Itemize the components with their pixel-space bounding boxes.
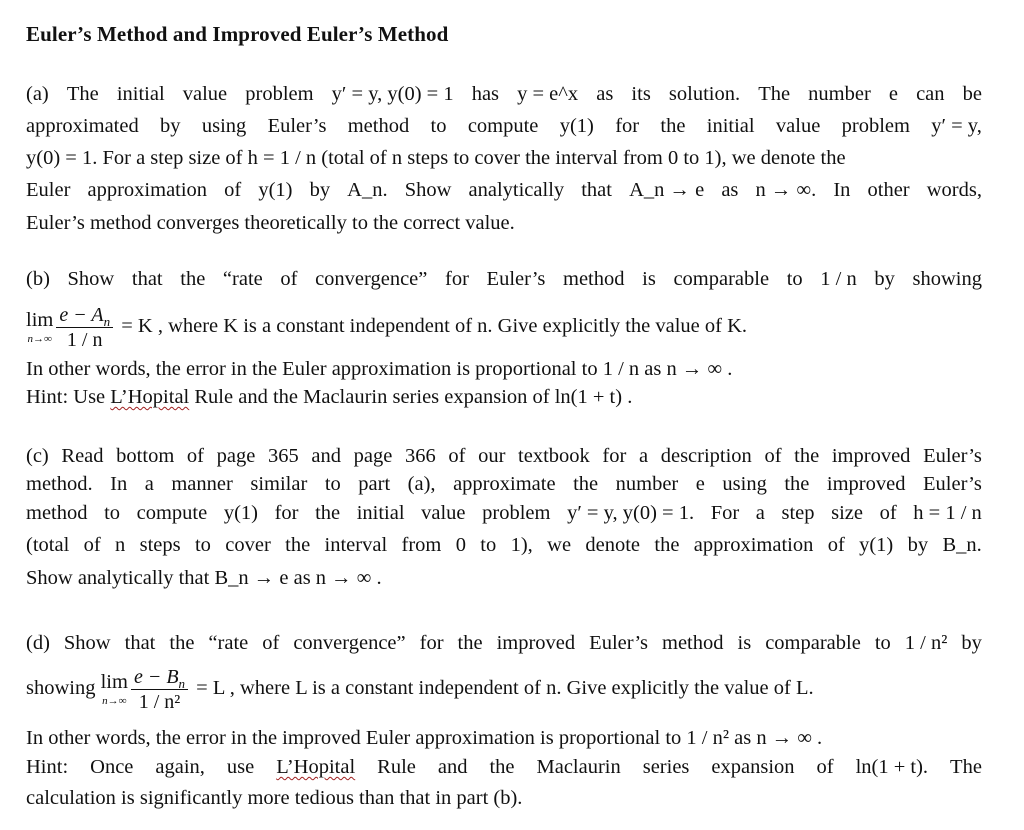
word: (a),: [407, 473, 436, 495]
word: Show: [404, 179, 452, 201]
word: using: [201, 115, 247, 137]
part-a-line-2: [26, 114, 982, 138]
word: 1 / n²: [904, 632, 948, 654]
part-c-line-3: [26, 501, 982, 525]
word: of: [280, 268, 298, 290]
word: description: [660, 445, 752, 467]
word: Euler’s: [923, 445, 982, 467]
word: improved: [831, 445, 911, 467]
word: and: [311, 445, 341, 467]
word: 0: [455, 534, 466, 556]
word: be: [962, 83, 982, 105]
lhopital-word: L’Hopital: [110, 386, 190, 408]
word: comparable: [673, 268, 770, 290]
word: bottom: [116, 445, 175, 467]
part-d-line-3: In other words, the error in the improved Euler approximation is proportional to 1 / n² as n → ∞ .: [26, 727, 823, 749]
word: method: [662, 632, 724, 654]
word: 1 / n: [820, 268, 857, 290]
part-d-line-1: [26, 631, 982, 655]
word: Maclaurin: [536, 756, 621, 778]
word: Euler’s: [267, 115, 327, 137]
word: Euler: [26, 179, 71, 201]
error-fraction-d: [131, 667, 188, 712]
word: that: [131, 268, 163, 290]
word: of: [448, 445, 466, 467]
word: comparable: [765, 632, 861, 654]
numerator-subscript-d: n: [178, 675, 186, 691]
part-a-line-4: [26, 178, 982, 202]
word: the: [180, 268, 206, 290]
word: of: [186, 445, 204, 467]
word: for: [615, 115, 640, 137]
word: Rule: [377, 756, 416, 778]
word: that: [124, 632, 156, 654]
part-b-limit-line: [26, 300, 982, 352]
word: its: [631, 83, 651, 105]
lim-subscript-d: n→∞: [102, 694, 127, 707]
part-d-hint: [26, 755, 982, 779]
word: method: [347, 115, 410, 137]
word: the: [784, 473, 810, 495]
word: improved: [496, 632, 576, 654]
word: value: [182, 83, 228, 105]
part-b-line-3: In other words, the error in the Euler approximation is proportional to 1 / n as n → ∞ .: [26, 358, 733, 380]
word: improved: [826, 473, 906, 495]
word: to: [480, 534, 497, 556]
word: use: [226, 756, 255, 778]
word: words,: [926, 179, 982, 201]
word: 366: [404, 445, 436, 467]
word: by: [160, 115, 181, 137]
word: In: [110, 473, 128, 495]
word: has: [471, 83, 500, 105]
part-b-hint-pre: Hint: Use: [26, 386, 111, 408]
word: value: [421, 502, 466, 524]
word: series: [642, 756, 690, 778]
part-d-limit-line: [26, 662, 982, 714]
word: (total: [26, 534, 70, 556]
word: for: [419, 632, 444, 654]
word: interval: [324, 534, 388, 556]
part-d-limit-text: = L , where L is a constant independent of n. Give explicitly the value of L.: [196, 677, 814, 699]
part-c-line-2: [26, 472, 982, 496]
word: (b): [26, 268, 50, 290]
word: to: [874, 632, 891, 654]
word: y′ = y, y(0) = 1.: [567, 502, 695, 524]
word: of: [224, 179, 242, 201]
word: value: [775, 115, 821, 137]
word: and: [437, 756, 468, 778]
word: A_n.: [347, 179, 388, 201]
word: from: [401, 534, 442, 556]
word: B_n.: [942, 534, 982, 556]
word: y = e^x: [517, 83, 579, 105]
word: to: [324, 473, 341, 495]
word: for: [274, 502, 299, 524]
word: L’Hopital: [276, 756, 356, 778]
word: e: [888, 83, 898, 105]
word: y′ = y,: [931, 115, 982, 137]
word: other: [867, 179, 910, 201]
word: as: [596, 83, 614, 105]
word: that: [581, 179, 612, 201]
word: page: [353, 445, 393, 467]
word: 365: [267, 445, 299, 467]
word: y(1): [859, 534, 894, 556]
word: number: [615, 473, 679, 495]
word: The: [758, 83, 791, 105]
word: a: [144, 473, 154, 495]
part-b-hint-post: Rule and the Maclaurin series expansion of ln(1 + t) .: [189, 386, 633, 408]
word: approximated: [26, 115, 139, 137]
word: the: [654, 534, 680, 556]
word: y(1): [223, 502, 258, 524]
word: of: [879, 502, 897, 524]
word: manner: [171, 473, 233, 495]
word: approximation: [693, 534, 814, 556]
word: showing: [912, 268, 982, 290]
word: for: [602, 445, 627, 467]
part-a-line-5: Euler’s method converges theoretically to the correct value.: [26, 212, 515, 234]
word: the: [169, 632, 195, 654]
word: approximation: [87, 179, 208, 201]
word: y′ = y, y(0) = 1: [331, 83, 454, 105]
word: our: [478, 445, 506, 467]
word: (a): [26, 83, 49, 105]
part-c-line-1: [26, 444, 982, 468]
word: is: [642, 268, 656, 290]
word: problem: [482, 502, 551, 524]
word: For: [710, 502, 740, 524]
word: by: [309, 179, 331, 201]
word: similar: [250, 473, 308, 495]
word: of: [816, 756, 834, 778]
word: In: [833, 179, 851, 201]
word: by: [961, 632, 982, 654]
word: convergence”: [293, 632, 406, 654]
word: the: [489, 756, 515, 778]
word: for: [445, 268, 469, 290]
word: of: [827, 534, 845, 556]
word: of: [764, 445, 782, 467]
limit-operator: [26, 310, 53, 345]
part-c-line-4: [26, 533, 982, 557]
lim-word-d: lim: [100, 671, 128, 694]
word: cover: [225, 534, 271, 556]
lim-subscript: n→∞: [27, 332, 52, 345]
word: Euler’s: [923, 473, 982, 495]
word: the: [315, 502, 341, 524]
word: by: [907, 534, 929, 556]
word: initial: [706, 115, 755, 137]
word: 1),: [510, 534, 533, 556]
word: “rate: [222, 268, 263, 290]
word: Read: [61, 445, 104, 467]
fraction-denominator-d: 1 / n²: [138, 690, 181, 713]
word: A_n → e: [629, 179, 705, 201]
word: problem: [245, 83, 314, 105]
word: compute: [136, 502, 208, 524]
word: Once: [90, 756, 134, 778]
numerator-subscript: n: [103, 313, 111, 329]
word: (d): [26, 632, 50, 654]
word: compute: [467, 115, 539, 137]
word: the: [660, 115, 686, 137]
word: Show: [67, 268, 115, 290]
fraction-numerator: e − A: [59, 303, 104, 326]
word: to: [430, 115, 447, 137]
word: step: [781, 502, 815, 524]
word: y(1): [258, 179, 293, 201]
word: we: [547, 534, 572, 556]
word: of: [83, 534, 101, 556]
word: (c): [26, 445, 49, 467]
word: initial: [356, 502, 405, 524]
part-a-line-1: [26, 82, 982, 106]
word: method.: [26, 473, 93, 495]
word: to: [194, 534, 211, 556]
word: a: [755, 502, 765, 524]
part-a-line-3: y(0) = 1. For a step size of h = 1 / n (total of n steps to cover the interval from 0 to 1), we denote the: [26, 147, 846, 169]
word: Euler’s: [589, 632, 648, 654]
word: the: [794, 445, 820, 467]
fraction-numerator-d: e − B: [133, 665, 179, 688]
word: to: [104, 502, 121, 524]
word: the: [285, 534, 311, 556]
word: can: [916, 83, 945, 105]
word: is: [737, 632, 752, 654]
word: method: [26, 502, 88, 524]
word: analytically: [468, 179, 565, 201]
part-b-limit-text: = K , where K is a constant independent of n. Give explicitly the value of K.: [121, 315, 748, 337]
word: to: [786, 268, 803, 290]
part-b-line-1: [26, 267, 982, 291]
word: “rate: [208, 632, 249, 654]
word: The: [950, 756, 982, 778]
word: e: [695, 473, 705, 495]
word: Euler’s: [486, 268, 546, 290]
word: again,: [155, 756, 205, 778]
word: denote: [585, 534, 641, 556]
word: size: [831, 502, 863, 524]
word: ln(1 + t).: [855, 756, 929, 778]
document-title: Euler’s Method and Improved Euler’s Method: [26, 22, 449, 46]
word: expansion: [711, 756, 795, 778]
word: the: [573, 473, 599, 495]
word: Show: [63, 632, 111, 654]
word: a: [638, 445, 649, 467]
word: y(1): [559, 115, 594, 137]
word: The: [66, 83, 99, 105]
word: part: [358, 473, 391, 495]
word: of: [262, 632, 280, 654]
word: the: [457, 632, 483, 654]
fraction-denominator: 1 / n: [66, 328, 103, 351]
word: convergence”: [315, 268, 428, 290]
word: n → ∞.: [755, 179, 817, 201]
part-d-showing: showing: [26, 677, 101, 699]
word: textbook: [518, 445, 590, 467]
word: problem: [841, 115, 910, 137]
word: method: [563, 268, 625, 290]
word: page: [216, 445, 256, 467]
word: n: [115, 534, 126, 556]
word: h = 1 / n: [913, 502, 982, 524]
word: solution.: [668, 83, 741, 105]
lim-word: lim: [26, 309, 54, 332]
part-c-line-5: Show analytically that B_n → e as n → ∞ .: [26, 567, 382, 589]
word: steps: [139, 534, 181, 556]
word: approximate: [453, 473, 556, 495]
word: Hint:: [26, 756, 69, 778]
part-b-hint: [26, 385, 982, 409]
limit-operator-d: [101, 672, 128, 707]
word: initial: [116, 83, 165, 105]
word: number: [808, 83, 871, 105]
part-d-line-5: calculation is significantly more tedious than that in part (b).: [26, 787, 523, 809]
word: as: [721, 179, 739, 201]
error-fraction: [56, 305, 113, 350]
word: using: [722, 473, 767, 495]
word: by: [874, 268, 895, 290]
